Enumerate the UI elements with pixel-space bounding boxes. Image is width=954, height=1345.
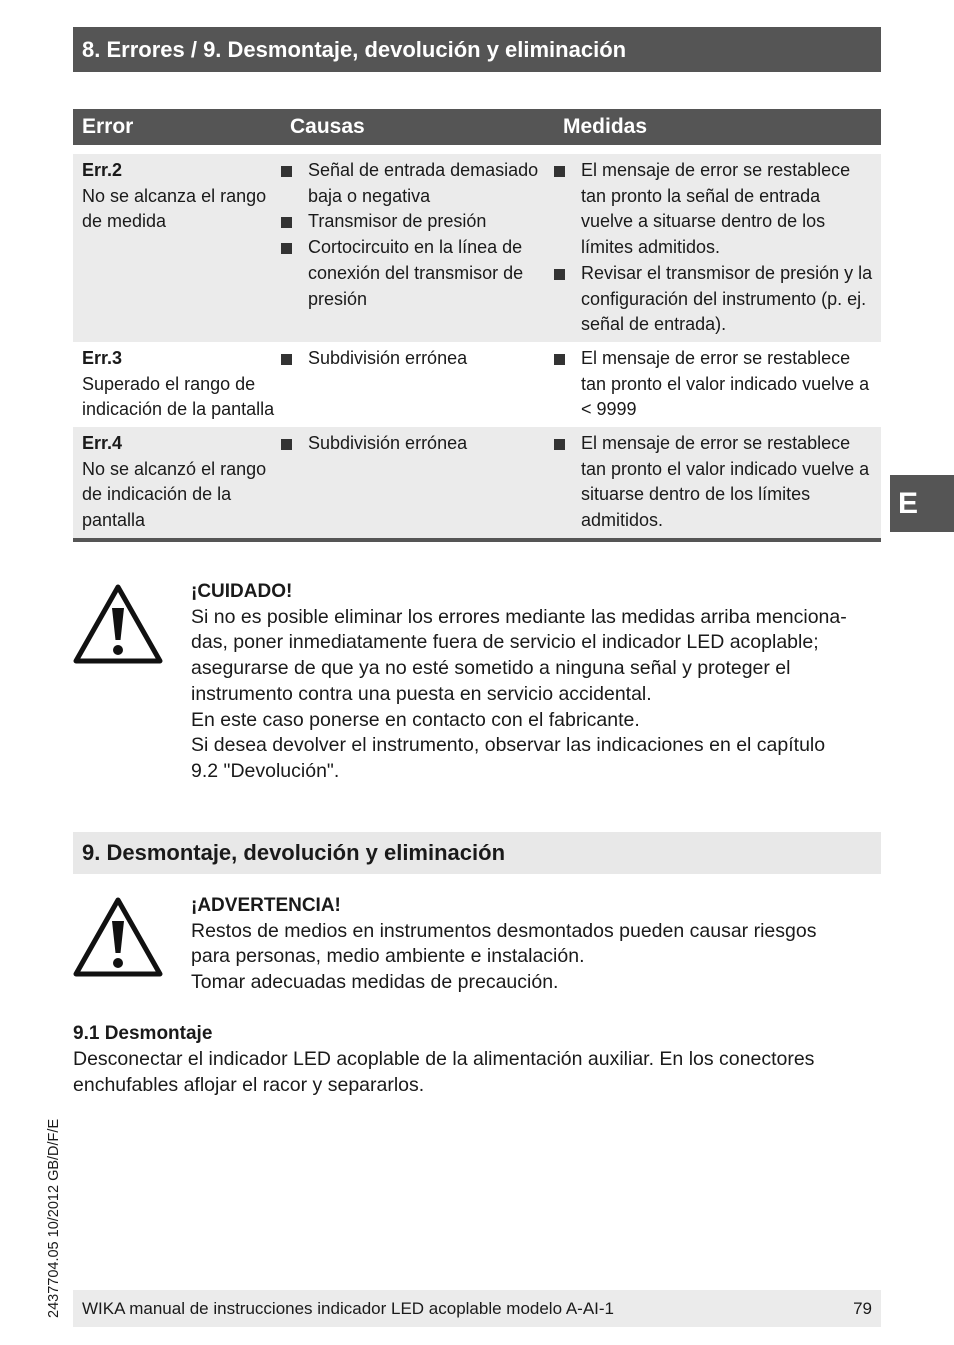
page-header <box>73 27 881 72</box>
page-header-title: 8. Errores / 9. Desmontaje, devolución y eliminación <box>82 36 627 62</box>
error-description: Superado el rango de indicación de la pantalla <box>82 373 275 420</box>
caution-block <box>191 579 883 785</box>
column-header-error: Error <box>73 109 281 145</box>
table-row-err4 <box>73 427 881 540</box>
cause-item: Señal de entrada demasiado baja o negativa <box>281 158 554 209</box>
error-code: Err.2 <box>82 160 123 180</box>
error-description: No se alcanzó el rango de indicación de la pantalla <box>82 458 267 531</box>
subsection-title: 9.1 Desmontaje <box>73 1023 213 1044</box>
cause-item: Cortocircuito en la línea de conexión del transmisor de presión <box>281 235 554 312</box>
language-tab <box>890 475 954 532</box>
cause-item: Transmisor de presión <box>281 209 554 235</box>
error-description: No se alcanza el rango de medida <box>82 185 267 232</box>
measures-cell <box>554 342 881 427</box>
causes-cell <box>281 427 554 540</box>
subsection-body <box>73 1047 881 1098</box>
measure-item: El mensaje de error se restablece tan pronto el valor indicado vuelve a situarse dentro de los límites admitidos. <box>554 431 873 534</box>
measures-cell <box>554 154 881 342</box>
error-cell <box>73 342 281 427</box>
warning-line: Tomar adecuadas medidas de precaución. <box>191 971 559 994</box>
cause-item: Subdivisión errónea <box>281 346 554 372</box>
caution-line: instrumento contra una puesta en servicio accidental. <box>191 682 652 705</box>
footer-text: WIKA manual de instrucciones indicador LED acoplable modelo A-AI-1 <box>82 1298 615 1318</box>
caution-line: 9.2 "Devolución". <box>191 759 340 782</box>
warning-triangle-icon <box>73 897 163 977</box>
measures-cell <box>554 427 881 540</box>
table-header-row <box>73 109 881 145</box>
warning-block <box>191 893 883 996</box>
table-row-err3 <box>73 342 881 427</box>
warning-line: Restos de medios en instrumentos desmontados pueden causar riesgos <box>191 919 817 942</box>
body-line: Desconectar el indicador LED acoplable de la alimentación auxiliar. En los conectores <box>73 1048 815 1070</box>
caution-line: En este caso ponerse en contacto con el fabricante. <box>191 708 640 731</box>
caution-line: asegurarse de que ya no esté sometido a ninguna señal y proteger el <box>191 657 791 680</box>
caution-line: das, poner inmediatamente fuera de servicio el indicador LED acoplable; <box>191 631 819 654</box>
language-tab-label: E <box>898 486 919 520</box>
caution-line: Si desea devolver el instrumento, observar las indicaciones en el capítulo <box>191 734 826 757</box>
column-header-causes: Causas <box>281 109 554 145</box>
error-cell <box>73 154 281 342</box>
error-table <box>73 109 881 542</box>
measure-item: El mensaje de error se restablece tan pronto el valor indicado vuelve a < 9999 <box>554 346 873 423</box>
causes-cell <box>281 154 554 342</box>
causes-cell <box>281 342 554 427</box>
section-heading <box>73 832 881 874</box>
section-title: 9. Desmontaje, devolución y eliminación <box>82 840 506 865</box>
page-number: 79 <box>853 1298 872 1318</box>
column-header-measures: Medidas <box>554 109 881 145</box>
warning-line: para personas, medio ambiente e instalación. <box>191 945 585 968</box>
warning-title: ¡ADVERTENCIA! <box>191 895 341 916</box>
error-code: Err.4 <box>82 433 123 454</box>
measure-item: El mensaje de error se restablece tan pronto la señal de entrada vuelve a situarse dentro de los límites admitidos. <box>554 158 873 261</box>
body-line: enchufables aflojar el racor y separarlos. <box>73 1073 425 1096</box>
warning-triangle-icon <box>73 584 163 664</box>
measure-item: Revisar el transmisor de presión y la configuración del instrumento (p. ej. señal de entrada). <box>554 261 873 338</box>
caution-line: Si no es posible eliminar los errores mediante las medidas arriba menciona- <box>191 605 847 628</box>
table-row-err2 <box>73 154 881 342</box>
error-cell <box>73 427 281 540</box>
page-footer <box>73 1290 881 1327</box>
caution-title: ¡CUIDADO! <box>191 581 293 602</box>
document-code: 2437704.05 10/2012 GB/D/F/E <box>46 1118 62 1318</box>
cause-item: Subdivisión errónea <box>281 431 554 457</box>
error-code: Err.3 <box>82 347 123 368</box>
